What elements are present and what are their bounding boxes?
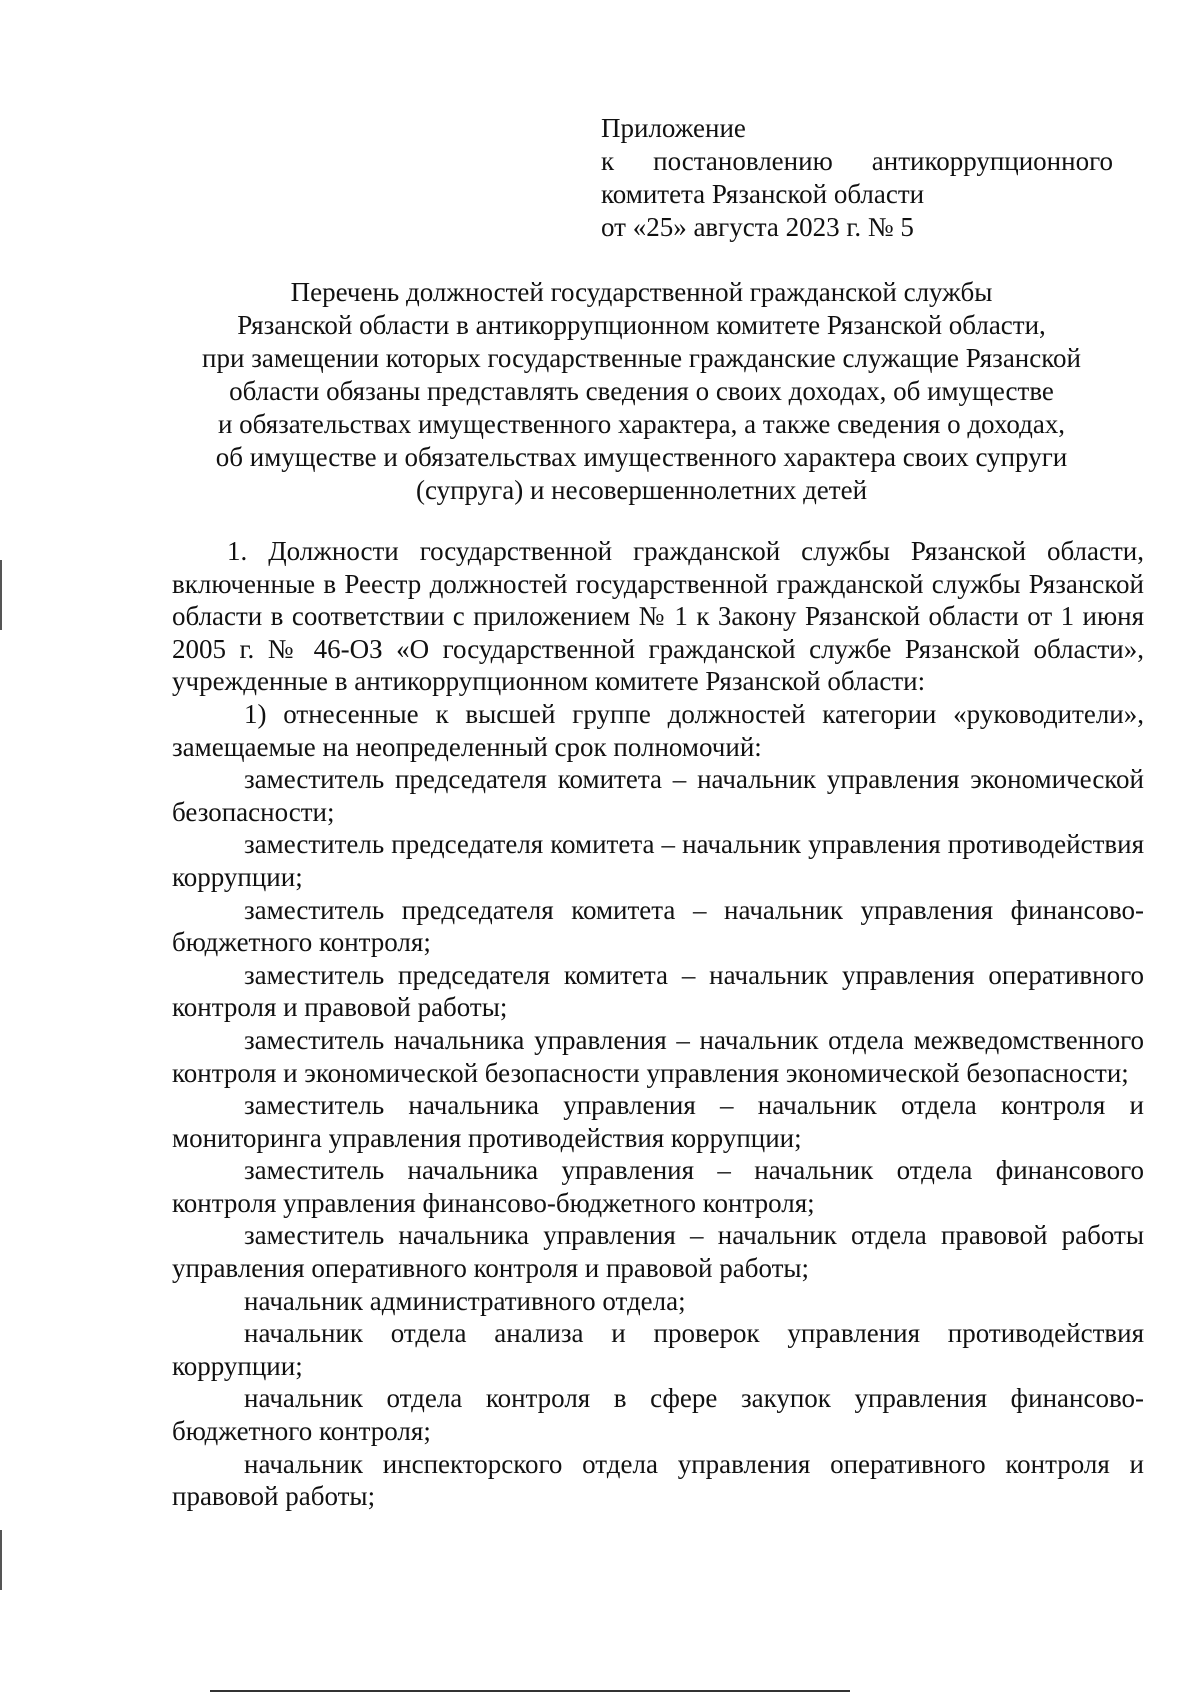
position-item: начальник отдела контроля в сфере закупок управления финансово-бюджетного контроля; [172, 1383, 1144, 1447]
title-line: и обязательствах имущественного характера, а также сведения о доходах, [217, 409, 1066, 439]
paragraph-1: 1. Должности государственной гражданской службы Рязанской области, включенные в Реестр должностей государственной гражданской службы Рязанской области в соответствии с приложением № 1 к Закону Рязанской области от 1 июня 2005 г. № 46-ОЗ «О государственной гражданской службе Рязанской области», учрежденные в антикоррупционном комитете Рязанской области: [172, 536, 1144, 697]
document-body [172, 535, 1144, 1513]
appendix-resolution-line: к постановлению антикоррупционного [601, 146, 1113, 176]
document-title [170, 276, 1113, 507]
position-item: начальник административного отдела; [244, 1285, 686, 1316]
footer-dash-line [210, 1690, 850, 1692]
appendix-committee-line: комитета Рязанской области [601, 179, 925, 209]
title-line: области обязаны представлять сведения о своих доходах, об имуществе [229, 376, 1054, 406]
position-item: заместитель начальника управления – начальник отдела финансового контроля управления финансово-бюджетного контроля; [172, 1155, 1144, 1218]
title-line: при замещении которых государственные гражданские служащие Рязанской [202, 343, 1081, 373]
position-item: заместитель председателя комитета – начальник управления противодействия коррупции; [172, 829, 1144, 892]
appendix-header [601, 112, 1113, 244]
position-item: заместитель председателя комитета – начальник управления оперативного контроля и правовой работы; [172, 959, 1144, 1023]
position-item: начальник отдела анализа и проверок управления противодействия коррупции; [172, 1318, 1144, 1381]
position-item: заместитель председателя комитета – начальник управления экономической безопасности; [172, 764, 1144, 827]
scan-edge-mark [0, 1530, 2, 1590]
appendix-label: Приложение [601, 113, 746, 143]
scan-edge-mark [0, 560, 2, 630]
title-line: об имуществе и обязательствах имущественного характера своих супруги [215, 442, 1068, 472]
position-item: заместитель начальника управления – начальник отдела межведомственного контроля и экономической безопасности управления экономической безопасности; [172, 1024, 1144, 1088]
position-item: заместитель председателя комитета – начальник управления финансово-бюджетного контроля; [172, 894, 1144, 958]
title-line: Перечень должностей государственной гражданской службы [290, 277, 993, 307]
position-item: заместитель начальника управления – начальник отдела правовой работы управления оперативного контроля и правовой работы; [172, 1220, 1144, 1284]
position-item: заместитель начальника управления – начальник отдела контроля и мониторинга управления противодействия коррупции; [172, 1090, 1144, 1153]
position-item: начальник инспекторского отдела управления оперативного контроля и правовой работы; [172, 1448, 1144, 1512]
title-line: (супруга) и несовершеннолетних детей [415, 475, 868, 505]
appendix-date-number: от «25» августа 2023 г. № 5 [601, 212, 914, 242]
subparagraph-1: 1) отнесенные к высшей группе должностей категории «руководители», замещаемые на неопределенный срок полномочий: [172, 698, 1144, 762]
title-line: Рязанской области в антикоррупционном комитете Рязанской области, [237, 310, 1046, 340]
